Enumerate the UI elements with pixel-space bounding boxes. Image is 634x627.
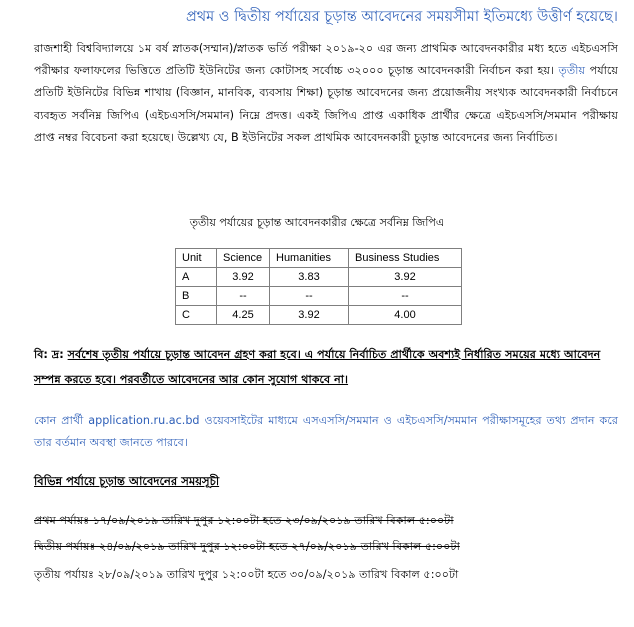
cell-business-studies: 3.92 [349,268,462,287]
intro-paragraph [34,38,618,149]
cell-unit: A [176,268,217,287]
notice-prefix: বি: দ্র: [34,348,68,361]
table-row [176,268,462,287]
cell-unit: B [176,287,217,306]
notice-body: সর্বশেষ তৃতীয় পর্যায়ে চূড়ান্ত আবেদন গ্রহণ করা হবে। এ পর্যায়ে নির্বাচিত প্রার্থীকে অবশ্যই নির্ধারিত সময়ের মধ্যে আবেদন সম্পন্ন করতে হবে। পরবর্তীতে আবেদনের আর কোন সুযোগ থাকবে না। [34,348,601,386]
header-business-studies: Business Studies [349,249,462,268]
headline-part-first: প্রথম ও [185,9,235,25]
schedule-heading: বিভিন্ন পর্যায়ে চূড়ান্ত আবেদনের সময়সূচী [34,474,220,488]
cell-science: -- [217,287,270,306]
headline-part-second: দ্বিতীয় পর্যায়ের চূড়ান্ত আবেদনের সময়সীমা ইতিমধ্যে উত্তীর্ণ হয়েছে। [234,9,618,25]
table-caption: তৃতীয় পর্যায়ের চূড়ান্ত আবেদনকারীর ক্ষেত্রে সর্বনিম্ন জিপিএ [189,216,445,229]
intro-highlight-third: তৃতীয় [558,64,586,78]
website-prefix: কোন প্রার্থী [34,414,89,427]
intro-text-end: পর্যায়ে প্রতিটি ইউনিটের বিভিন্ন শাখায় (বিজ্ঞান, মানবিক, ব্যবসায় শিক্ষা) চূড়ান্ত আবেদনের জন্য প্রয়োজনীয় সংখ্যক আবেদনকারী নির্বাচনে ব্যবহৃত সর্বনিম্ন জিপিএ (এইচএসসি/সমমান) নিম্নে প্রদত্ত। একই জিপিএ প্রাপ্ত একাধিক প্রার্থীর ক্ষেত্রে এইচএসসি/সমমান পরীক্ষায় প্রাপ্ত নম্বর বিবেচনা করা হয়েছে। উল্লেখ্য যে, B ইউনিটের সকল প্রাথমিক আবেদনকারী চূড়ান্ত আবেদনের জন্য নির্বাচিত। [34,64,618,144]
cell-humanities: -- [270,287,349,306]
gpa-table [175,248,462,325]
table-row [176,306,462,325]
schedule-first-phase: প্রথম পর্যায়ঃ ১৭/০৯/২০১৯ তারিখ দুপুর ১২:০০টা হতে ২৩/০৯/২০১৯ তারিখ বিকাল ৫:০০টা [34,514,454,527]
cell-humanities: 3.92 [270,306,349,325]
website-url[interactable]: application.ru.ac.bd [88,414,200,427]
cell-business-studies: 4.00 [349,306,462,325]
cell-science: 4.25 [217,306,270,325]
header-humanities: Humanities [270,249,349,268]
website-paragraph [34,410,618,454]
website-suffix: ওয়েবসাইটের মাধ্যমে এসএসসি/সমমান ও এইচএসসি/সমমান পরীক্ষাসমূহের তথ্য প্রদান করে তার বর্তমান অবস্থা জানতে পারবে। [34,414,618,449]
cell-science: 3.92 [217,268,270,287]
intro-text-start: রাজশাহী বিশ্ববিদ্যালয়ে ১ম বর্ষ স্নাতক(সম্মান)/স্নাতক ভর্তি পরীক্ষা ২০১৯-২০ এর জন্য প্রাথমিক আবেদনকারীর মধ্য হতে এইচএসসি পরীক্ষার ফলাফলের ভিত্তিতে প্রতিটি ইউনিটের জন্য কোটাসহ সর্বোচ্চ ৩২০০০ চূড়ান্ত আবেদনকারী নির্বাচন করা হয়। [34,42,618,78]
cell-unit: C [176,306,217,325]
cell-humanities: 3.83 [270,268,349,287]
headline [0,6,634,30]
table-header-row [176,249,462,268]
header-unit: Unit [176,249,217,268]
cell-business-studies: -- [349,287,462,306]
schedule-third-phase: তৃতীয় পর্যায়ঃ ২৮/০৯/২০১৯ তারিখ দুপুর ১২:০০টা হতে ৩০/০৯/২০১৯ তারিখ বিকাল ৫:০০টা [34,568,459,581]
table-row [176,287,462,306]
important-notice [34,342,618,392]
schedule-second-phase: দ্বিতীয় পর্যায়ঃ ২৪/০৯/২০১৯ তারিখ দুপুর ১২:০০টা হতে ২৭/০৯/২০১৯ তারিখ বিকাল ৫:০০টা [34,540,460,553]
header-science: Science [217,249,270,268]
